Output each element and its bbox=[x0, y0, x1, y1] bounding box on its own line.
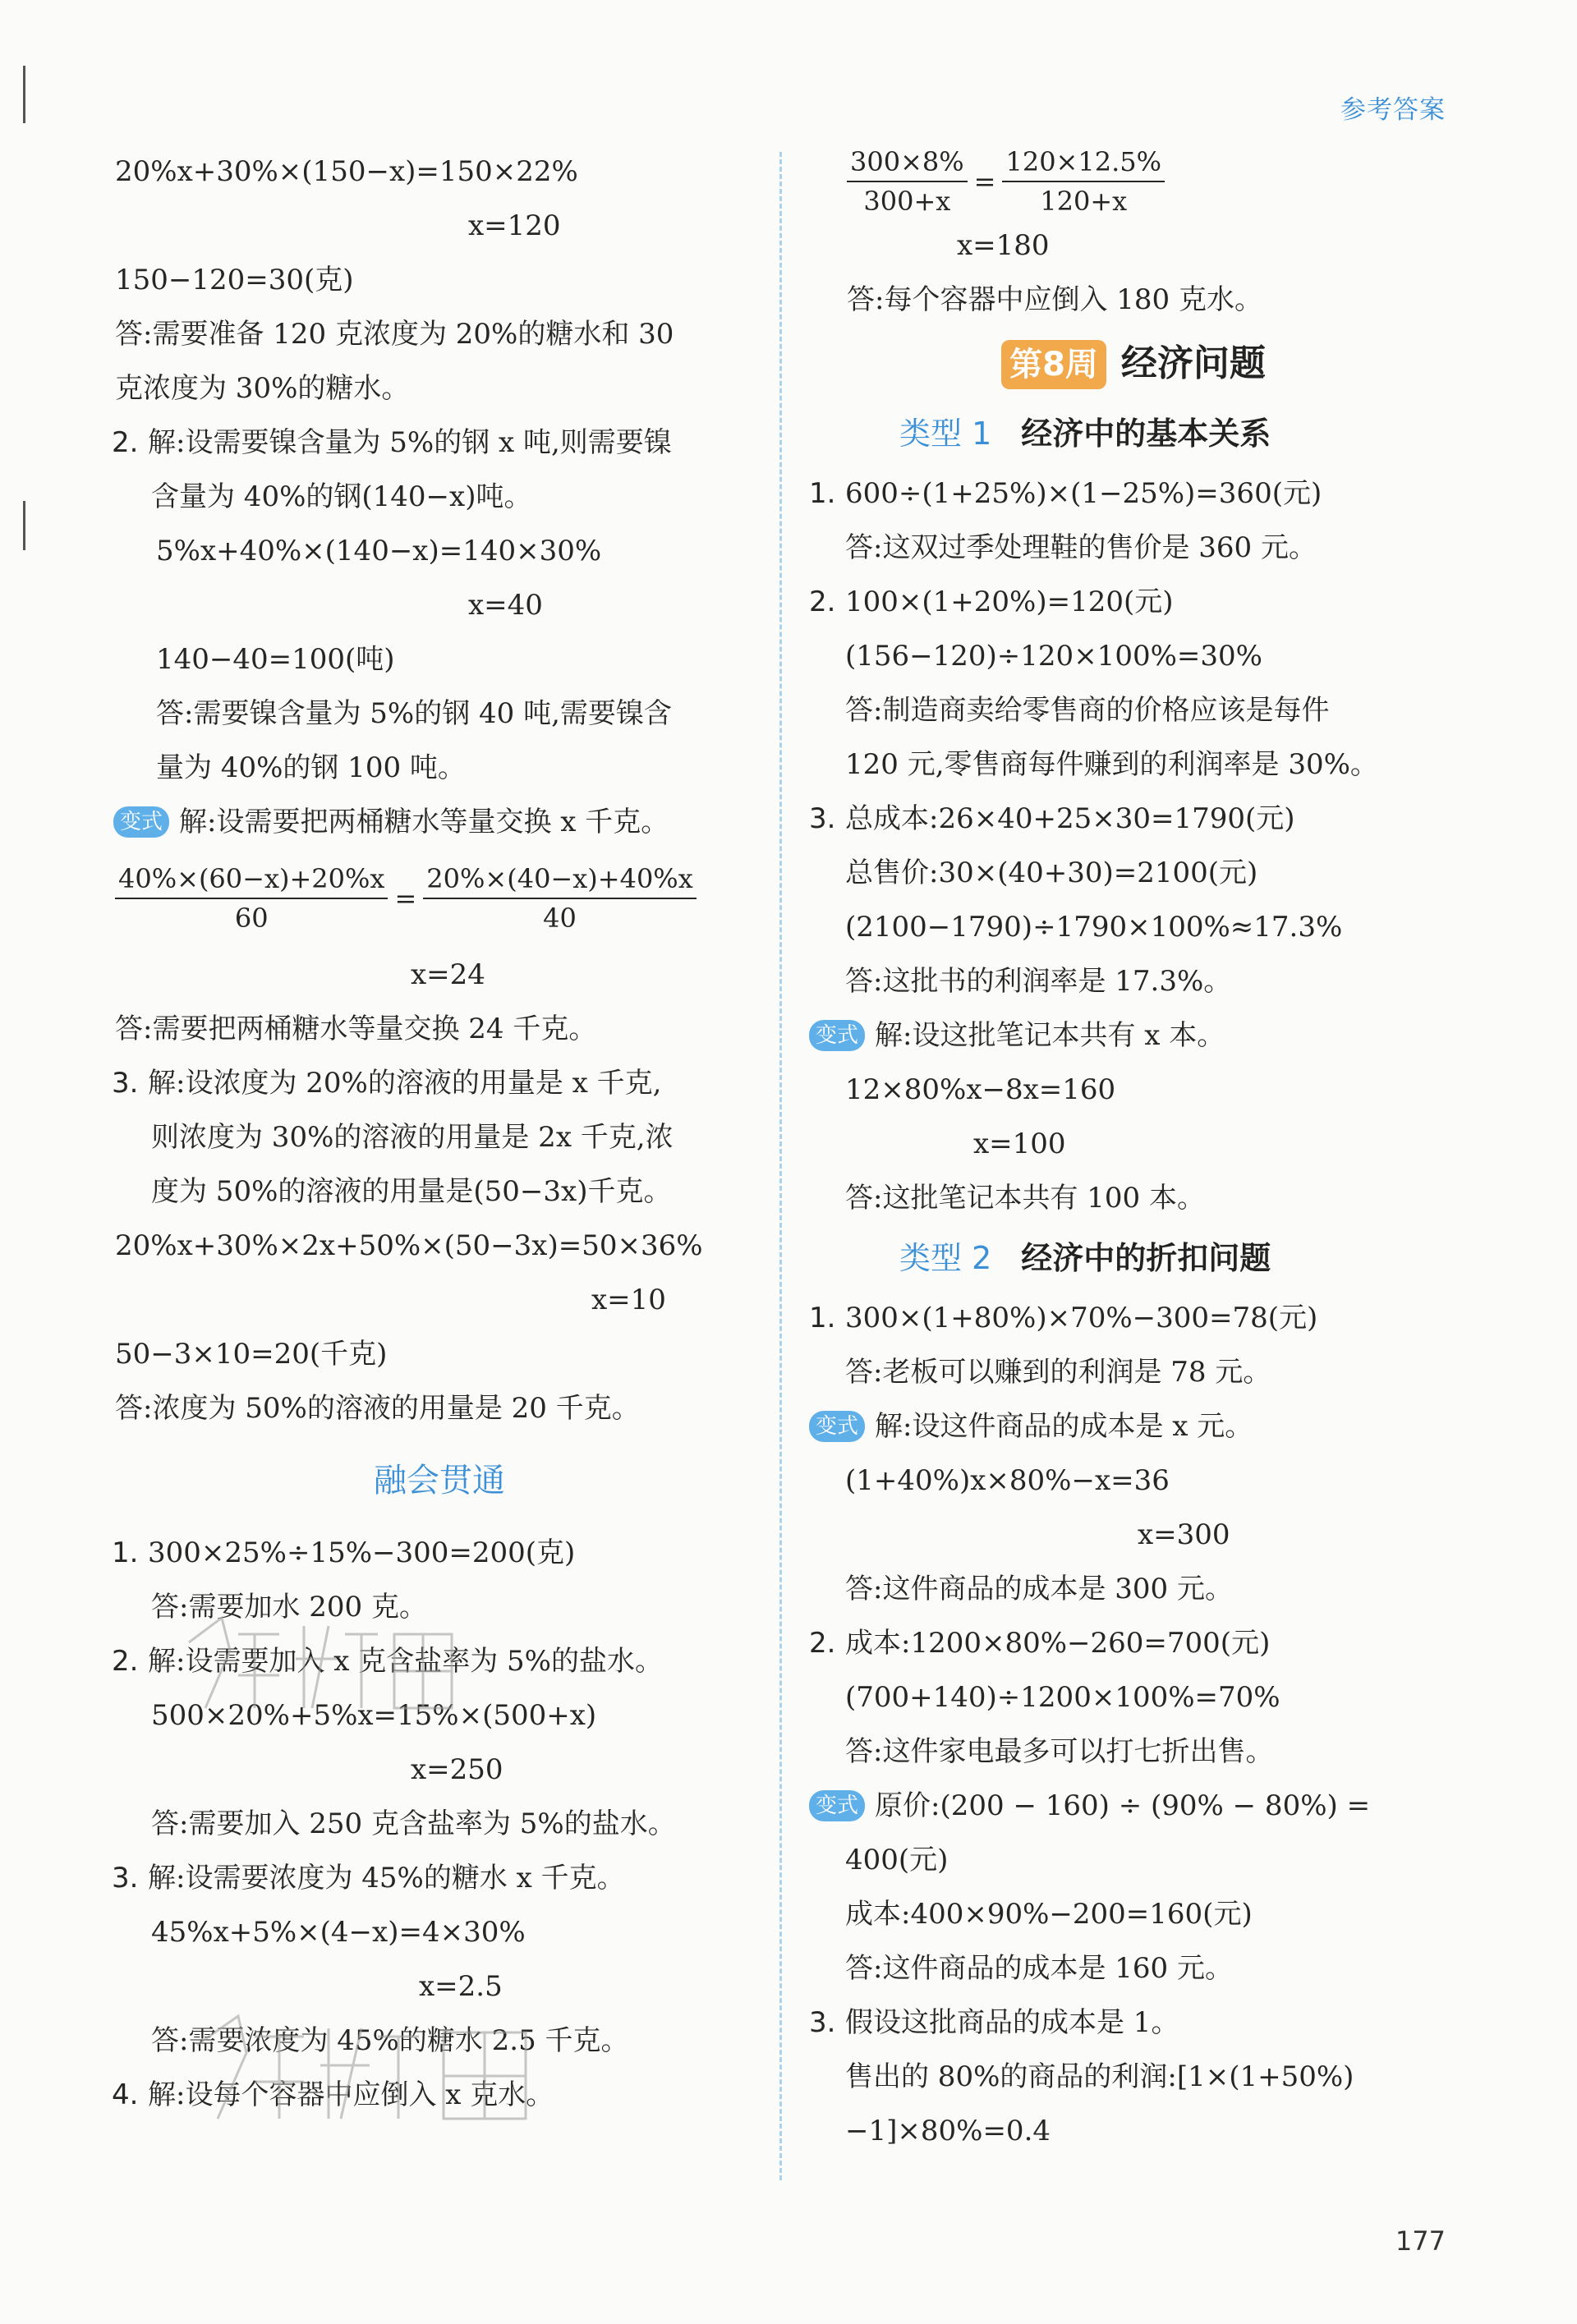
type-title-2 bbox=[809, 1225, 1458, 1291]
equation: x=100 bbox=[973, 1128, 1066, 1160]
variant-2 bbox=[809, 1008, 1458, 1063]
answer-text: 量为 40%的钢 100 吨。 bbox=[156, 751, 466, 784]
answer-text: 答:这批书的利润率是 17.3%。 bbox=[845, 965, 1232, 998]
equation: 100×(1+20%)=120(元) bbox=[845, 586, 1174, 618]
question-number: 1. bbox=[809, 477, 836, 510]
equation: 成本:1200×80%−260=700(元) bbox=[845, 1627, 1271, 1660]
variant-badge: 变式 bbox=[809, 1411, 865, 1442]
solution-text: 解:设每个容器中应倒入 x 克水。 bbox=[148, 2078, 554, 2111]
equation: (2100−1790)÷1790×100%≈17.3% bbox=[845, 911, 1343, 944]
solution-text: 解:设需要镍含量为 5%的钢 x 吨,则需要镍 bbox=[148, 426, 672, 459]
review-question-2 bbox=[112, 1634, 764, 1688]
equals-sign: = bbox=[973, 166, 996, 197]
type-title-1 bbox=[809, 401, 1458, 466]
answer-text: 答:需要把两桶糖水等量交换 24 千克。 bbox=[115, 1013, 597, 1045]
denominator: 120+x bbox=[1040, 186, 1128, 217]
question-number: 3. bbox=[809, 2006, 836, 2039]
equation: 20%x+30%×2x+50%×(50−3x)=50×36% bbox=[115, 1229, 703, 1262]
solution-text: 解:设浓度为 20%的溶液的用量是 x 千克, bbox=[148, 1067, 662, 1100]
equation: (700+140)÷1200×100%=70% bbox=[845, 1681, 1280, 1714]
variant-3 bbox=[809, 1399, 1458, 1454]
fraction bbox=[847, 143, 968, 220]
answer-text: 克浓度为 30%的糖水。 bbox=[115, 372, 410, 405]
equation: x=40 bbox=[468, 589, 543, 622]
fraction bbox=[1002, 143, 1165, 220]
answer-text: 120 元,零售商每件赚到的利润率是 30%。 bbox=[845, 748, 1378, 781]
week-title bbox=[809, 327, 1458, 401]
binding-mark bbox=[23, 66, 25, 123]
discount-question-1 bbox=[809, 1291, 1458, 1345]
week-title-text: 经济问题 bbox=[1120, 342, 1266, 384]
column-divider bbox=[779, 152, 782, 2180]
answer-text: 答:需要镍含量为 5%的钢 40 吨,需要镍含 bbox=[156, 697, 672, 730]
answer-text: 答:每个容器中应倒入 180 克水。 bbox=[847, 283, 1262, 316]
week-badge: 第8周 bbox=[1001, 340, 1106, 389]
numerator: 20%×(40−x)+40%x bbox=[423, 860, 696, 899]
question-number: 2. bbox=[112, 426, 139, 459]
solution-text: 度为 50%的溶液的用量是(50−3x)千克。 bbox=[151, 1175, 672, 1208]
left-column bbox=[112, 145, 764, 2122]
section-title: 融会贯通 bbox=[374, 1462, 505, 1500]
solution-text: 假设这批商品的成本是 1。 bbox=[845, 2006, 1179, 2039]
equation: 300×(1+80%)×70%−300=78(元) bbox=[845, 1302, 1318, 1334]
answer-text: 答:这件商品的成本是 160 元。 bbox=[845, 1952, 1233, 1985]
equation: x=10 bbox=[591, 1284, 666, 1316]
numerator: 300×8% bbox=[847, 143, 968, 182]
solution-text: 则浓度为 30%的溶液的用量是 2x 千克,浓 bbox=[151, 1121, 674, 1154]
econ-question-1 bbox=[809, 466, 1458, 521]
question-number: 4. bbox=[112, 2078, 139, 2111]
type-tag: 类型 1 bbox=[899, 416, 992, 452]
variant-1 bbox=[113, 795, 764, 849]
type-tag: 类型 2 bbox=[899, 1240, 992, 1276]
equation: 50−3×10=20(千克) bbox=[115, 1338, 388, 1371]
answer-text: 答:制造商卖给零售商的价格应该是每件 bbox=[845, 694, 1330, 727]
equation: 150−120=30(克) bbox=[115, 264, 354, 296]
binding-mark bbox=[23, 501, 25, 550]
review-question-4 bbox=[112, 2068, 764, 2122]
type-name: 经济中的折扣问题 bbox=[1021, 1240, 1271, 1276]
answer-text: 答:老板可以赚到的利润是 78 元。 bbox=[845, 1356, 1271, 1389]
equation: 600÷(1+25%)×(1−25%)=360(元) bbox=[845, 477, 1322, 510]
discount-question-3 bbox=[809, 1996, 1458, 2050]
equation: 20%x+30%×(150−x)=150×22% bbox=[115, 155, 578, 188]
equation: (1+40%)x×80%−x=36 bbox=[845, 1464, 1170, 1497]
numerator: 40%×(60−x)+20%x bbox=[115, 860, 388, 899]
equation: 500×20%+5%x=15%×(500+x) bbox=[151, 1699, 597, 1732]
numerator: 120×12.5% bbox=[1002, 143, 1165, 182]
denominator: 60 bbox=[234, 903, 269, 934]
answer-text: 答:这双过季处理鞋的售价是 360 元。 bbox=[845, 531, 1317, 564]
equation: x=300 bbox=[1138, 1518, 1230, 1551]
equation: x=180 bbox=[957, 229, 1050, 262]
question-number: 3. bbox=[112, 1067, 139, 1100]
equation: x=250 bbox=[411, 1753, 503, 1786]
equation: 总售价:30×(40+30)=2100(元) bbox=[845, 857, 1258, 889]
answer-text: 答:需要加入 250 克含盐率为 5%的盐水。 bbox=[151, 1807, 676, 1840]
page-number: 177 bbox=[1395, 2225, 1446, 2257]
equation: 45%x+5%×(4−x)=4×30% bbox=[151, 1916, 526, 1949]
question-number: 2. bbox=[809, 1627, 836, 1660]
answer-text: 答:这批笔记本共有 100 本。 bbox=[845, 1182, 1205, 1215]
review-question-3 bbox=[112, 1851, 764, 1905]
equation: 总成本:26×40+25×30=1790(元) bbox=[845, 802, 1295, 835]
equation: 12×80%x−8x=160 bbox=[845, 1073, 1116, 1106]
header-label: 参考答案 bbox=[1340, 95, 1446, 125]
solution-text: 解:设需要把两桶糖水等量交换 x 千克。 bbox=[179, 806, 669, 838]
discount-question-2 bbox=[809, 1616, 1458, 1670]
equation: 400(元) bbox=[845, 1844, 949, 1876]
denominator: 40 bbox=[543, 903, 577, 934]
solution-text: 原价:(200 − 160) ÷ (90% − 80%) = bbox=[875, 1789, 1371, 1822]
answer-text: 答:需要加水 200 克。 bbox=[151, 1591, 427, 1624]
econ-question-3 bbox=[809, 792, 1458, 846]
denominator: 300+x bbox=[863, 186, 951, 217]
right-column bbox=[809, 145, 1458, 2158]
question-number: 2. bbox=[112, 1645, 139, 1678]
solution-text: 解:设需要加入 x 克含盐率为 5%的盐水。 bbox=[148, 1645, 663, 1678]
answer-text: 答:浓度为 50%的溶液的用量是 20 千克。 bbox=[115, 1392, 640, 1425]
solution-text: 售出的 80%的商品的利润:[1×(1+50%) bbox=[845, 2060, 1354, 2093]
question-number: 1. bbox=[112, 1536, 139, 1569]
solution-text: 解:设需要浓度为 45%的糖水 x 千克。 bbox=[148, 1862, 625, 1895]
fraction-equation bbox=[115, 849, 764, 948]
answer-text: 答:需要浓度为 45%的糖水 2.5 千克。 bbox=[151, 2024, 629, 2057]
solution-text: 含量为 40%的钢(140−x)吨。 bbox=[151, 480, 532, 513]
equation: x=2.5 bbox=[419, 1970, 503, 2003]
type-name: 经济中的基本关系 bbox=[1021, 416, 1271, 452]
econ-question-2 bbox=[809, 575, 1458, 629]
fraction-equation bbox=[809, 145, 1458, 218]
question-number: 1. bbox=[809, 1302, 836, 1334]
fraction bbox=[115, 860, 388, 937]
equation: 5%x+40%×(140−x)=140×30% bbox=[156, 535, 602, 567]
solution-text: 解:设这批笔记本共有 x 本。 bbox=[875, 1019, 1225, 1052]
equation: (156−120)÷120×100%=30% bbox=[845, 640, 1262, 673]
answer-text: 答:需要准备 120 克浓度为 20%的糖水和 30 bbox=[115, 318, 674, 351]
answer-text: 答:这件家电最多可以打七折出售。 bbox=[845, 1735, 1274, 1768]
review-question-1 bbox=[112, 1526, 764, 1580]
variant-badge: 变式 bbox=[809, 1020, 865, 1051]
question-number: 2. bbox=[809, 586, 836, 618]
variant-4 bbox=[809, 1779, 1458, 1833]
equation: x=24 bbox=[411, 958, 485, 991]
variant-badge: 变式 bbox=[809, 1790, 865, 1821]
equation: 成本:400×90%−200=160(元) bbox=[845, 1898, 1253, 1931]
fraction bbox=[423, 860, 696, 937]
equation: 300×25%÷15%−300=200(克) bbox=[148, 1536, 576, 1569]
question-2 bbox=[112, 416, 764, 470]
question-number: 3. bbox=[112, 1862, 139, 1895]
question-number: 3. bbox=[809, 802, 836, 835]
answer-text: 答:这件商品的成本是 300 元。 bbox=[845, 1573, 1233, 1605]
variant-badge: 变式 bbox=[113, 806, 169, 838]
equation: −1]×80%=0.4 bbox=[845, 2115, 1051, 2147]
equation: x=120 bbox=[468, 209, 561, 242]
solution-text: 解:设这件商品的成本是 x 元。 bbox=[875, 1410, 1253, 1443]
equation: 140−40=100(吨) bbox=[156, 643, 395, 676]
question-3 bbox=[112, 1056, 764, 1110]
equals-sign: = bbox=[394, 883, 417, 914]
